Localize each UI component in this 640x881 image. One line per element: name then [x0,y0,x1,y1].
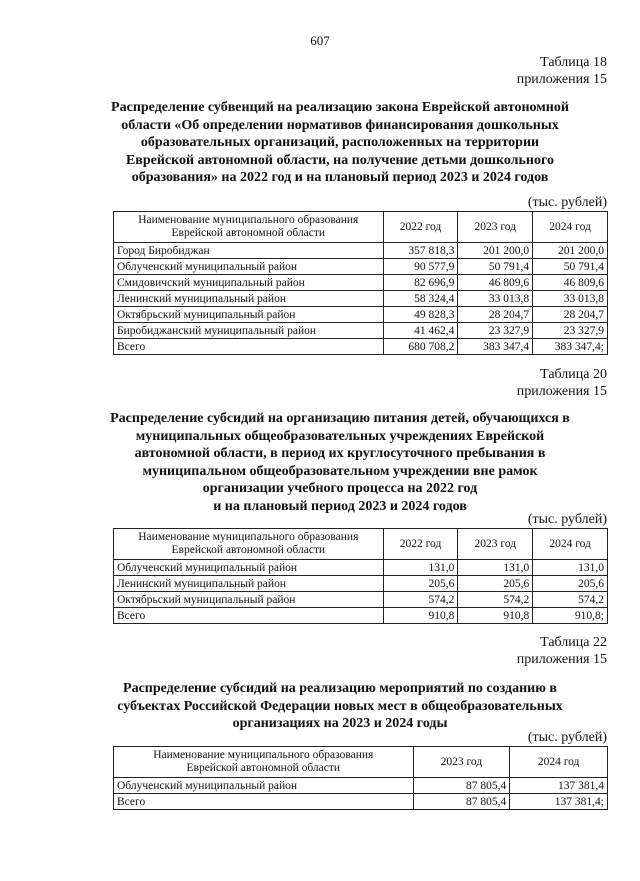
row-value: 910,8 [383,608,458,624]
row-value: 28 204,7 [458,307,533,323]
header-name-column: Наименование муниципального образования Еврейской автономной области [114,747,414,778]
row-name: Октябрьский муниципальный район [114,592,384,608]
row-name: Ленинский муниципальный район [114,576,384,592]
table-row [114,259,608,275]
table-20-units: (тыс. рублей) [527,512,607,527]
table-20-title [90,410,590,515]
row-value: 46 809,6 [533,275,608,291]
row-value: 58 324,4 [383,291,458,307]
row-value: 87 805,4 [413,778,510,794]
title-line: автономной области, в период их круглосуточного пребывания в [134,446,546,461]
table-22-units: (тыс. рублей) [527,730,607,745]
appendix-label: приложения 15 [516,652,607,667]
row-value: 49 828,3 [383,307,458,323]
title-line: Распределение субвенций на реализацию закона Еврейской автономной [111,100,569,115]
row-value: 33 013,8 [458,291,533,307]
row-value: 41 462,4 [383,323,458,339]
title-line: области «Об определении нормативов финансирования дошкольных [121,117,559,133]
row-value: 383 347,4; [533,339,608,355]
row-value: 90 577,9 [383,259,458,275]
title-line: муниципальных общеобразовательных учреждениях Еврейской [135,428,545,444]
table-total-row [114,794,608,810]
title-line: субъектах Российской Федерации новых мест в общеобразовательных [117,698,563,714]
table-header-row [114,212,608,243]
title-line: организациях на 2023 и 2024 годы [232,716,448,731]
row-value: 50 791,4 [533,259,608,275]
table-20 [113,528,608,624]
row-value: 910,8; [533,608,608,624]
table-row [114,778,608,794]
row-value: 383 347,4 [458,339,533,355]
appendix-label: приложения 15 [516,384,607,399]
table-label: Таблица 20 [540,367,607,382]
header-year: 2022 год [383,212,458,243]
row-value: 574,2 [383,592,458,608]
row-value: 131,0 [383,560,458,576]
row-name: Всего [114,608,384,624]
table-row [114,592,608,608]
row-value: 33 013,8 [533,291,608,307]
title-line: образовательных организаций, расположенных на территории [140,135,540,150]
table-row [114,275,608,291]
header-year: 2024 год [533,212,608,243]
title-line: Распределение субсидий на реализацию мероприятий по созданию в [123,681,557,696]
table-18-units: (тыс. рублей) [527,195,607,210]
table-label: Таблица 18 [540,55,607,70]
table-header-row [114,529,608,560]
header-name-column: Наименование муниципального образования Еврейской автономной области [114,529,384,560]
row-value: 680 708,2 [383,339,458,355]
table-18 [113,211,608,355]
page-number: 607 [310,33,330,48]
row-value: 87 805,4 [413,794,510,810]
header-year: 2023 год [413,747,510,778]
row-value: 23 327,9 [458,323,533,339]
row-value: 82 696,9 [383,275,458,291]
table-22-title [90,680,590,733]
table-row [114,291,608,307]
table-22 [113,746,608,810]
table-22-reference [517,634,607,668]
row-value: 131,0 [458,560,533,576]
table-20-reference [517,366,607,400]
row-name: Облученский муниципальный район [114,778,414,794]
row-value: 205,6 [458,576,533,592]
row-value: 50 791,4 [458,259,533,275]
table-label: Таблица 22 [540,635,607,650]
row-name: Смидовичский муниципальный район [114,275,384,291]
table-18-title [90,99,590,187]
row-name: Всего [114,794,414,810]
row-value: 201 200,0 [458,243,533,259]
row-value: 131,0 [533,560,608,576]
appendix-label: приложения 15 [516,72,607,87]
row-value: 357 818,3 [383,243,458,259]
header-year: 2023 год [458,529,533,560]
row-name: Город Биробиджан [114,243,384,259]
row-value: 137 381,4; [510,794,608,810]
row-value: 46 809,6 [458,275,533,291]
row-name: Ленинский муниципальный район [114,291,384,307]
title-line: Еврейской автономной области, на получение детьми дошкольного [125,152,555,168]
table-row [114,307,608,323]
row-value: 137 381,4 [510,778,608,794]
title-line: образования» на 2022 год и на плановый период 2023 и 2024 годов [131,170,549,185]
table-total-row [114,608,608,624]
row-value: 574,2 [533,592,608,608]
header-year: 2022 год [383,529,458,560]
row-value: 205,6 [533,576,608,592]
header-year: 2023 год [458,212,533,243]
row-value: 23 327,9 [533,323,608,339]
row-name: Всего [114,339,384,355]
title-line: и на плановый период 2023 и 2024 годов [213,498,467,514]
row-name: Биробиджанский муниципальный район [114,323,384,339]
row-value: 574,2 [458,592,533,608]
title-line: муниципальном общеобразовательном учреждении вне рамок [142,463,538,479]
row-name: Октябрьский муниципальный район [114,307,384,323]
row-value: 910,8 [458,608,533,624]
header-name-column: Наименование муниципального образования Еврейской автономной области [114,212,384,243]
row-value: 205,6 [383,576,458,592]
table-header-row [114,747,608,778]
table-total-row [114,339,608,355]
table-row [114,560,608,576]
table-row [114,576,608,592]
title-line: организации учебного процесса на 2022 год [202,481,478,496]
row-name: Облученский муниципальный район [114,259,384,275]
row-value: 201 200,0 [533,243,608,259]
header-year: 2024 год [510,747,608,778]
table-18-reference [517,54,607,88]
table-row [114,323,608,339]
row-name: Облученский муниципальный район [114,560,384,576]
title-line: Распределение субсидий на организацию питания детей, обучающихся в [110,411,570,426]
header-year: 2024 год [533,529,608,560]
row-value: 28 204,7 [533,307,608,323]
table-row [114,243,608,259]
